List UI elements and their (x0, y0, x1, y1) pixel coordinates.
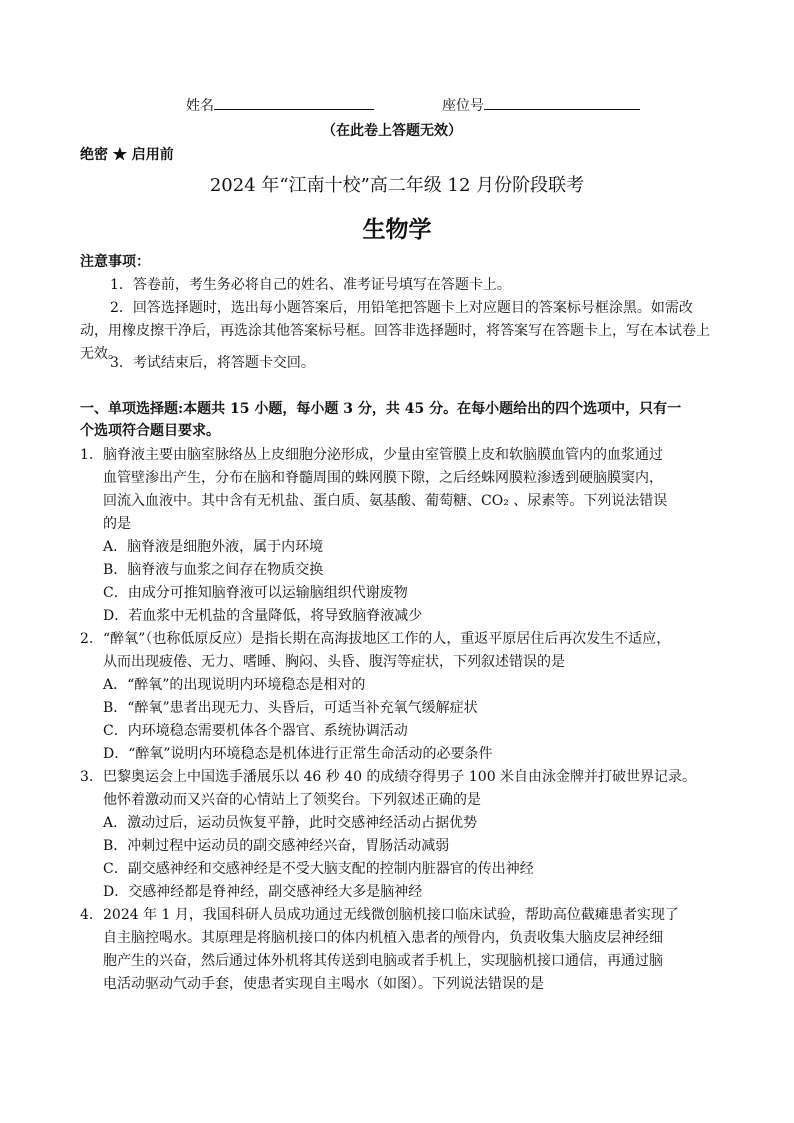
name-blank (214, 94, 374, 110)
option-b: B．冲刺过程中运动员的副交感神经兴奋，胃肠活动减弱 (103, 838, 450, 854)
question-text-line: 血管壁渗出产生，分布在脑和脊髓周围的蛛网膜下隙，之后经蛛网膜粒渗透到硬脑膜窦内， (103, 470, 663, 486)
question-text-line: 他怀着激动而又兴奋的心情站上了领奖台。下列叙述正确的是 (103, 792, 481, 808)
question-text-line: 电活动驱动气动手套，使患者实现自主喝水（如图）。下列说法错误的是 (103, 976, 544, 992)
exam-title: 2024 年“江南十校”高二年级 12 月份阶段联考 (209, 175, 585, 196)
subject-title: 生物学 (362, 217, 432, 243)
question-number: 3. (80, 769, 94, 785)
question-text-line: 从而出现疲倦、无力、嗜睡、胸闷、头昏、腹泻等症状，下列叙述错误的是 (103, 654, 565, 670)
option-d: D．“醉氧”说明内环境稳态是机体进行正常生命活动的必要条件 (103, 746, 493, 762)
option-c: C．副交感神经和交感神经是不受大脑支配的控制内脏器官的传出神经 (103, 861, 534, 877)
question-text-line: 回流入血液中。其中含有无机盐、蛋白质、氨基酸、葡萄糖、CO₂ 、尿素等。下列说法错误 (103, 493, 668, 509)
option-a: A．激动过后，运动员恢复平静，此时交感神经活动占据优势 (103, 815, 478, 831)
seat-label: 座位号 (442, 98, 484, 114)
note-item-3: 3．考试结束后，将答题卡交回。 (110, 355, 315, 371)
option-b: B．“醉氧”患者出现无力、头昏后，可适当补充氧气缓解症状 (103, 700, 478, 716)
option-d: D．若血浆中无机盐的含量降低，将导致脑脊液减少 (103, 608, 423, 624)
option-c: C．由成分可推知脑脊液可以运输脑组织代谢废物 (103, 585, 408, 601)
secret-label: 绝密 ★ 启用前 (80, 147, 174, 163)
option-a: A．脑脊液是细胞外液，属于内环境 (103, 539, 324, 555)
seat-field (442, 94, 640, 118)
question-text-line: 的是 (103, 516, 131, 532)
question-text-line: 2024 年 1 月，我国科研人员成功通过无线微创脑机接口临床试验，帮助高位截瘫患者实现了 (103, 907, 679, 923)
option-d: D．交感神经都是脊神经，副交感神经大多是脑神经 (103, 884, 423, 900)
question-number: 1. (80, 447, 94, 463)
section-heading-line2: 个选项符合题目要求。 (80, 423, 220, 439)
name-label: 姓名 (186, 98, 214, 114)
notes-heading: 注意事项： (80, 254, 150, 270)
question-text-line: 脑脊液主要由脑室脉络丛上皮细胞分泌形成，少量由室管膜上皮和软脑膜血管内的血浆通过 (103, 447, 663, 463)
note-item-1: 1．答卷前，考生务必将自己的姓名、准考证号填写在答题卡上。 (110, 277, 511, 293)
question-number: 2. (80, 631, 94, 647)
name-field (186, 94, 374, 118)
question-text-line: 自主脑控喝水。其原理是将脑机接口的体内机植入患者的颅骨内，负责收集大脑皮层神经细 (103, 930, 663, 946)
option-b: B．脑脊液与血浆之间存在物质交换 (103, 562, 324, 578)
question-number: 4. (80, 907, 94, 923)
option-a: A．“醉氧”的出现说明内环境稳态是相对的 (103, 677, 366, 693)
question-text-line: 巴黎奥运会上中国选手潘展乐以 46 秒 40 的成绩夺得男子 100 米自由泳金牌并打破世界记录。 (103, 769, 697, 785)
section-heading-line1: 一、单项选择题:本题共 15 小题，每小题 3 分，共 45 分。在每小题给出的四个选项中，只有一 (80, 401, 682, 417)
note-item-2: 2．回答选择题时，选出每小题答案后，用铅笔把答题卡上对应题目的答案标号框涂黑。如需改动，用橡皮擦干净后，再选涂其他答案标号框。回答非选择题时，将答案写在答题卡上，写在本试卷上无效。 (80, 300, 710, 362)
option-c: C．内环境稳态需要机体各个器官、系统协调活动 (103, 723, 408, 739)
question-text-line: 胞产生的兴奋，然后通过体外机将其传送到电脑或者手机上，实现脑机接口通信，再通过脑 (103, 953, 663, 969)
invalid-note: （在此卷上答题无效） (322, 123, 462, 139)
seat-blank (484, 94, 640, 110)
question-text-line: “醉氧”（也称低原反应）是指长期在高海拔地区工作的人，重返平原居住后再次发生不适应， (103, 631, 671, 647)
